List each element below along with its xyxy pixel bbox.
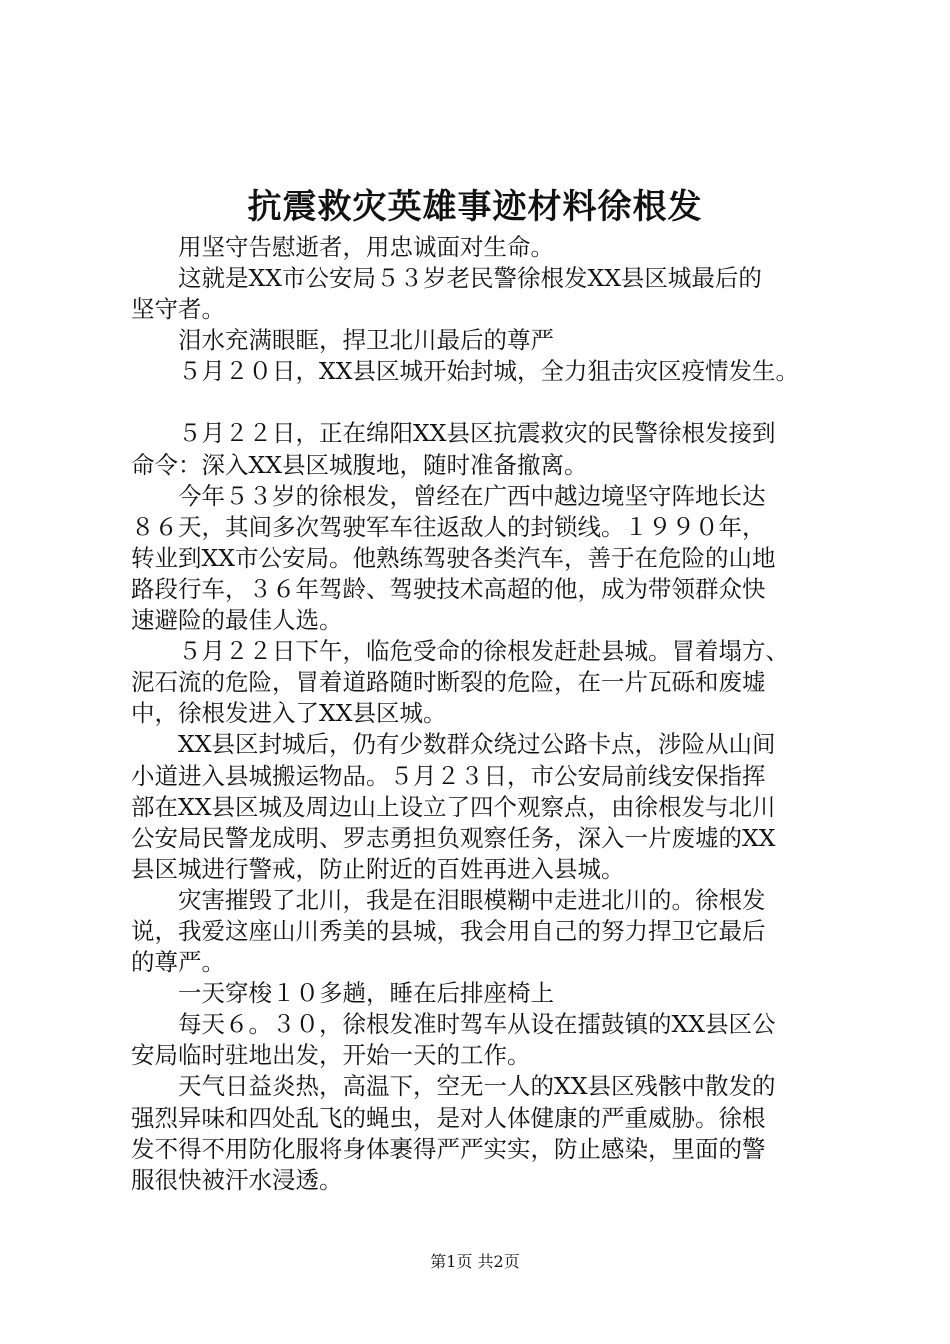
document-body [131,232,831,1196]
paragraph [131,729,831,884]
page-footer: 第1页 共2页 [430,1252,520,1271]
document-title: 抗震救灾英雄事迹材料徐根发 [247,187,703,227]
paragraph [131,263,831,325]
paragraph [131,1009,831,1071]
paragraph [131,481,831,636]
paragraph-line: 灾害摧毁了北川，我是在泪眼模糊中走进北川的。徐根发 [178,885,766,914]
paragraph-line: 部在XX县区城及周边山上设立了四个观察点，由徐根发与北川 [131,792,776,821]
paragraph [131,1071,831,1195]
paragraph-line: 今年５３岁的徐根发，曾经在广西中越边境坚守阵地长达 [178,481,766,510]
paragraph-line: 用坚守告慰逝者，用忠诚面对生命。 [178,233,554,261]
paragraph-line: 发不得不用防化服将身体裹得严严实实，防止感染，里面的警 [131,1134,766,1163]
paragraph-line: XX县区封城后，仍有少数群众绕过公路卡点，涉险从山间 [178,730,776,759]
paragraph-line: 说，我爱这座山川秀美的县城，我会用自己的努力捍卫它最后 [131,916,766,945]
paragraph-line: 天气日益炎热，高温下，空无一人的XX县区残骸中散发的 [178,1072,776,1101]
paragraph-gap [131,387,831,418]
paragraph [131,885,831,978]
paragraph-line: 速避险的最佳人选。 [131,606,343,635]
paragraph-line: 命令：深入XX县区城腹地，随时准备撤离。 [131,450,588,479]
paragraph [131,636,831,729]
paragraph [131,418,831,480]
paragraph-line: 县区城进行警戒，防止附近的百姓再进入县城。 [131,854,625,883]
paragraph [131,325,831,356]
paragraph-line: 路段行车，３６年驾龄、驾驶技术高超的他，成为带领群众快 [131,574,766,603]
paragraph-line: 安局临时驻地出发，开始一天的工作。 [131,1041,531,1070]
paragraph-line: 的尊严。 [131,948,225,977]
paragraph-line: 坚守者。 [131,295,225,324]
paragraph-line: ５月２２日下午，临危受命的徐根发赶赴县城。冒着塌方、 [178,637,789,666]
paragraph-line: 小道进入县城搬运物品。５月２３日，市公安局前线安保指挥 [131,761,766,790]
paragraph [131,232,831,263]
paragraph-line: 服很快被汗水浸透。 [131,1165,343,1194]
paragraph [131,978,831,1009]
paragraph-line: 中，徐根发进入了XX县区城。 [131,699,447,728]
paragraph [131,356,831,387]
paragraph-line: 泥石流的危险，冒着道路随时断裂的危险，在一片瓦砾和废墟 [131,668,766,697]
paragraph-line: 强烈异味和四处乱飞的蝇虫，是对人体健康的严重威胁。徐根 [131,1103,766,1132]
paragraph-line: 转业到XX市公安局。他熟练驾驶各类汽车，善于在危险的山地 [131,543,776,572]
paragraph-line: ５月２０日，XX县区城开始封城，全力狙击灾区疫情发生。 [178,357,799,386]
paragraph-line: ５月２２日，正在绵阳XX县区抗震救灾的民警徐根发接到 [178,419,776,448]
paragraph-line: 公安局民警龙成明、罗志勇担负观察任务，深入一片废墟的XX [131,823,776,852]
paragraph-line: ８６天，其间多次驾驶军车往返敌人的封锁线。１９９０年， [131,512,766,541]
paragraph-line: 每天６。３０，徐根发准时驾车从设在擂鼓镇的XX县区公 [178,1010,776,1039]
paragraph-line: 一天穿梭１０多趟，睡在后排座椅上 [178,979,554,1008]
paragraph-line: 这就是XX市公安局５３岁老民警徐根发XX县区城最后的 [178,264,762,293]
paragraph-line: 泪水充满眼眶，捍卫北川最后的尊严 [178,326,554,355]
